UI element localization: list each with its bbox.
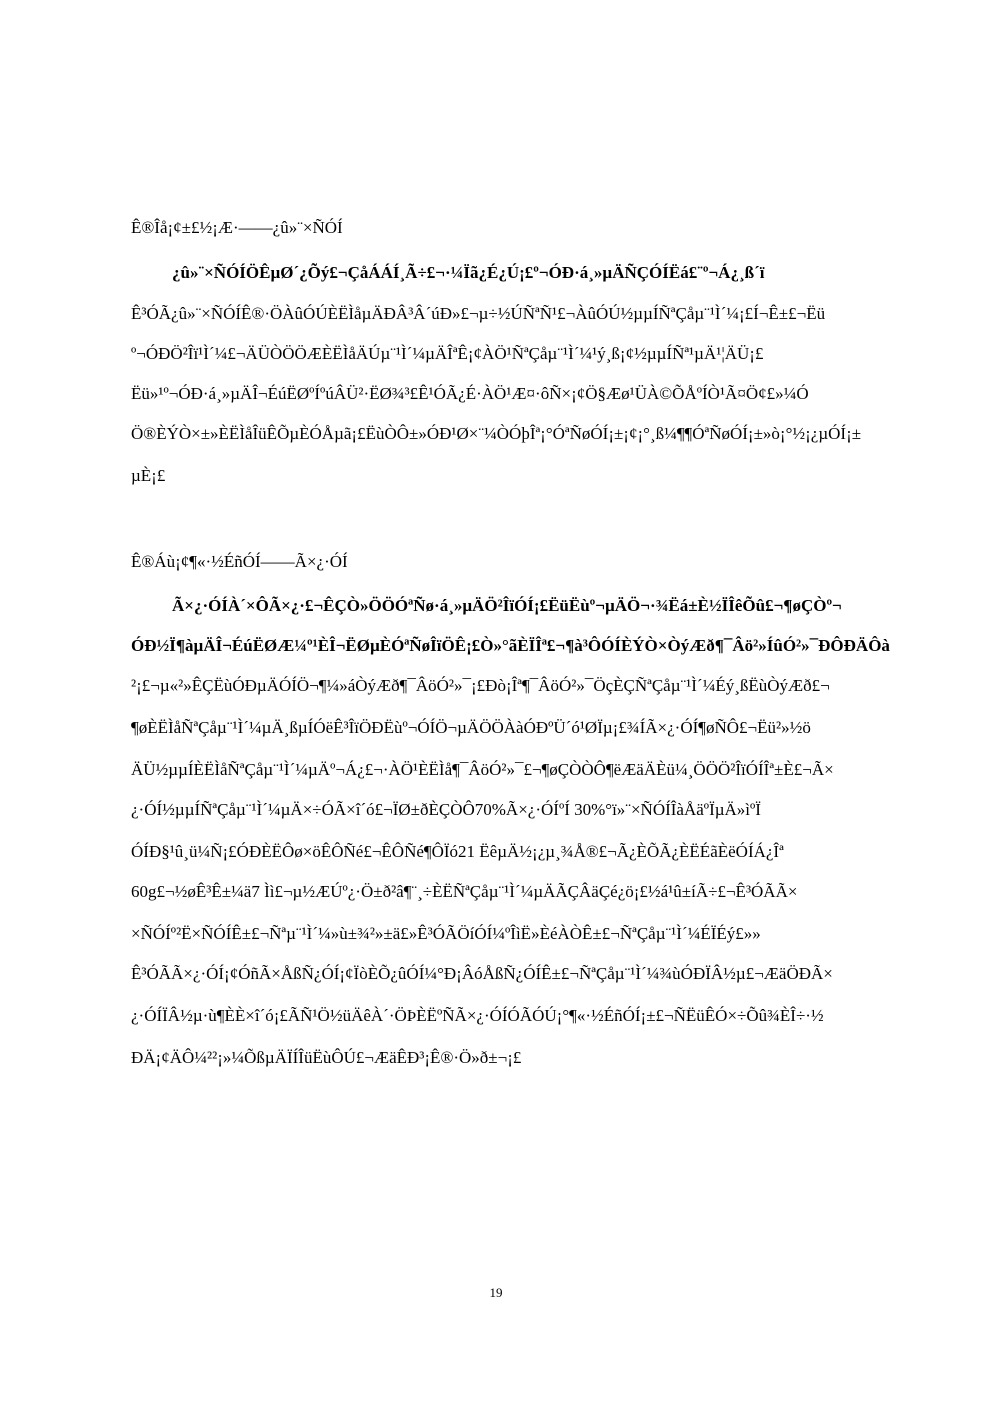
paragraph-line: ¶øÈËÌåÑªÇåµ¨¹Ì´¼µÄ¸ßµÍÓëÊ³ÎïÖÐËùº¬ÓÍÖ¬µÄÖÖÀàÓÐºÜ´ó¹ØÏµ¡£¾ÍÃ×¿·ÓÍ¶øÑÔ£¬Ëü²»½ö — [131, 718, 811, 737]
page-number: 19 — [489, 1285, 503, 1300]
paragraph-line: µÈ¡£ — [131, 466, 166, 485]
paragraph-line: Ê³ÓÃ¿û»¨×ÑÓÍÊ®·ÖÀûÓÚÈËÌåµÄÐÂ³Â´úÐ»£¬µ÷½ÚÑªÑ¹£¬ÀûÓÚ½µµÍÑªÇåµ¨¹Ì´¼¡£Í¬Ê±£¬Ëü — [131, 304, 826, 323]
section-heading: Ê®Áù¡¢¶«·½ÉñÓÍ——Ã×¿·ÓÍ — [131, 552, 348, 571]
section-subheading: Ã×¿·ÓÍÀ´×ÔÃ×¿·£¬ÊÇÒ»ÖÖÓªÑø·á¸»µÄÖ²ÎïÓÍ¡£ËüËùº¬µÄÖ¬·¾Ëá±È½ÏÎêÕû£¬¶øÇÒº¬ — [172, 596, 842, 615]
paragraph-line: ²¡£¬µ«²»ÊÇËùÓÐµÄÓÍÖ¬¶¼»áÒýÆð¶¯ÂöÓ²»¯¡£Ðò¡Îª¶¯ÂöÓ²»¯ÖçÈÇÑªÇåµ¨¹Ì´¼Éý¸ßËùÒýÆð£¬ — [131, 676, 830, 695]
paragraph-line: ÄÜ½µµÍÈËÌåÑªÇåµ¨¹Ì´¼µÄº¬Á¿£¬·ÀÖ¹ÈËÌå¶¯ÂöÓ²»¯£¬¶øÇÒÒÔ¶ëÆäÄÈü¼¸ÖÖÖ²ÎïÓÍÎª±È£¬Ã× — [131, 760, 834, 779]
paragraph-line: ÐÄ¡¢ÄÔ¼²²¡»¼ÕßµÄÏÍÎüËùÔÚ£¬ÆäÊÐ³¡Ê®·Ö»ð±¬¡£ — [131, 1048, 522, 1067]
paragraph-line: º¬ÓÐÖ²Îï¹Ì´¼£¬ÄÜÒÖÖÆÈËÌåÄÚµ¨¹Ì´¼µÄÎªÊ¡¢ÀÖ¹ÑªÇåµ¨¹Ì´¼¹ý¸ß¡¢½µµÍÑª¹µÄ¹¦ÄÜ¡£ — [131, 344, 764, 363]
paragraph-line: ¿·ÓÍ½µµÍÑªÇåµ¨¹Ì´¼µÄ×÷ÓÃ×î´ó£¬ÏØ±ðÈÇÒÔ70%Ã×¿·ÓÍºÍ 30%°ï»¨×ÑÓÍÎàÅäºÏµÄ»ìºÏ — [131, 800, 761, 819]
paragraph-line: ÓÍÐ§¹û¸ü¼Ñ¡£ÓÐÈËÔø×öÊÔÑé£¬ÊÔÑé¶ÔÏó21 ËêµÄ½¡¿µ¸¾Å®£¬Ã¿ÈÕÃ¿ÈËÉãÈëÓÍÁ¿Îª — [131, 842, 784, 861]
section-subheading: ¿û»¨×ÑÓÍÖÊµØ´¿Õý£¬ÇåÁÁÍ¸Ã÷£¬·¼Ïã¿É¿Ú¡£º¬ÓÐ·á¸»µÄÑÇÓÍËá£¨º¬Á¿¸ß´ï — [172, 263, 765, 282]
paragraph-line: ×ÑÓÍº²Ë×ÑÓÍÊ±£¬Ñªµ¨¹Ì´¼»ù±¾²»±ä£»Ê³ÓÃÖíÓÍ¼ºÎìË»ÈéÀÒÊ±£¬ÑªÇåµ¨¹Ì´¼ÉÏÉý£»» — [131, 924, 761, 943]
paragraph-line: Ê³ÓÃÃ×¿·ÓÍ¡¢ÓñÃ×ÅßÑ¿ÓÍ¡¢ÏòÈÕ¿ûÓÍ¼°Ð¡ÂóÅßÑ¿ÓÍÊ±£¬ÑªÇåµ¨¹Ì´¼¾ùÓÐÏÂ½µ£¬ÆäÖÐÃ× — [131, 964, 833, 983]
paragraph-line: Ëü»¹º¬ÓÐ·á¸»µÄÎ¬ÉúËØºÍºúÂÜ²·ËØ¾³£Ê¹ÓÃ¿É·ÀÖ¹Æ¤·ôÑ×¡¢Ö§Æø¹ÜÀ©ÕÅºÍÒ¹Ã¤Ö¢£»¼Ó — [131, 384, 809, 403]
paragraph-line: 60g£¬½øÊ³Ê±¼ä7 Ìì£¬µ½ÆÚº¿·Ö±ð²â¶¨¸÷ÈËÑªÇåµ¨¹Ì´¼µÄÃÇÂäÇé¿ö¡£½á¹û±íÃ÷£¬Ê³ÓÃÃ× — [131, 882, 798, 901]
paragraph-line: ¿·ÓÍÏÂ½µ·ù¶ÈÈ×î´ó¡£ÃÑ¹Ö½üÄêÀ´·ÖÞÈËºÑÃ×¿·ÓÍÓÃÓÚ¡°¶«·½ÉñÓÍ¡±£¬ÑËüÊÓ×÷Õû¾ÈÎ÷·½ — [131, 1006, 824, 1025]
paragraph-line: Ö®ÈÝÒ×±»ÈËÌåÎüÊÕµÈÓÅµã¡£ËùÒÔ±»ÓÐ¹Ø×¨¼ÒÓþÎª¡°ÓªÑøÓÍ¡±¡¢¡°¸ß¼¶¶ÓªÑøÓÍ¡±»ò¡°½¡¿µÓÍ¡± — [131, 424, 862, 443]
paragraph-line: ÓÐ½Ï¶àµÄÎ¬ÉúËØÆ¼º¹ÈÎ¬ËØµÈÓªÑøÎïÖÊ¡£Ò»°ãÈÏÎª£¬¶à³ÔÓÍÈÝÒ×ÒýÆð¶¯Âö²»ÍûÓ²»¯ÐÔÐÄÔà — [131, 636, 890, 655]
section-heading: Ê®Îå¡¢±£½¡Æ·——¿û»¨×ÑÓÍ — [131, 218, 343, 237]
